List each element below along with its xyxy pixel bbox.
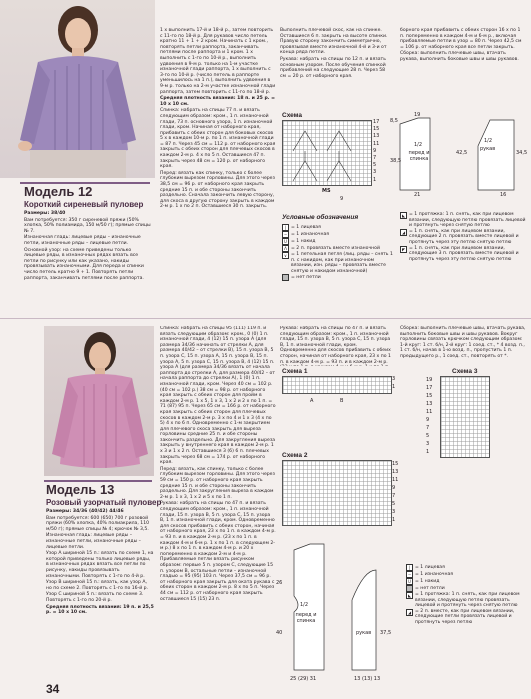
model13-photo <box>44 326 154 476</box>
model12-size: Размеры: 38/40 <box>24 211 66 216</box>
pattern13-dim: 26 <box>276 580 283 586</box>
model13-density: Средняя плотность вязания: 19 п. и 25,5 р. = 10 х 10 см. <box>46 604 154 616</box>
pattern12-dim: 8,5 <box>390 118 398 124</box>
schema12-row: 3 <box>373 169 377 176</box>
model13-pattern-a: Узор А шириной 15 п.: вязать по схеме 1, на которой приведены только лицевые ряды, в изнаночных рядах вязать все петли по рисунку, накиды провязывать изнаночными. Повторять с 1-го по 4-й р. <box>46 551 154 579</box>
schema13-2-row: 15 <box>392 461 399 467</box>
legend-text: = 2 п. провязать вместе изнаночной <box>291 246 380 251</box>
model12-title: Модель 12 <box>24 184 93 199</box>
legend-symbol: ∨ <box>282 252 289 259</box>
schema13-2-grid <box>282 460 392 526</box>
schema12-row: 1 <box>373 176 377 183</box>
legend12-right-list <box>400 212 526 262</box>
legend13-item <box>406 578 526 585</box>
legend12-item <box>400 212 526 229</box>
legend12-item <box>282 274 396 281</box>
legend12-item <box>282 252 396 274</box>
pattern12-dim: 42,5 <box>456 150 468 156</box>
legend13-item <box>406 592 526 609</box>
schema13-3-row: 11 <box>426 409 433 415</box>
model12-specs <box>24 211 152 282</box>
model12-col3-top: Выполнить плечевой скос, как на спинке. Оставшиеся 6 п. закрыть на высоте спинки. Правую сторону закончить симметрично, провязывая вместе изнаночной 4-й и 3-и от конца ряда петли. <box>280 28 388 56</box>
legend-symbol <box>282 274 289 281</box>
model12-assembly: Сборка: выполнить плечевые швы, втачать рукава, выполнить боковые швы и швы рукавов. <box>400 51 519 62</box>
schema12-row-numbers <box>373 119 387 184</box>
model13-col4 <box>400 326 526 361</box>
model13-purl: Изнаночная гладь: лицевые ряды – изнаночные петли, изнаночные ряды – лицевые петли. <box>46 533 141 550</box>
schema13-3-grid <box>440 376 490 458</box>
pattern12-dim: 21 <box>414 192 421 198</box>
model12-density: Средняя плотность вязания: 18 п. и 25 р. = 10 х 10 см. <box>160 96 275 107</box>
schema13-3-row: 5 <box>426 433 430 439</box>
schema13-1-arrow-a: A <box>310 398 314 404</box>
legend-text: = 1 лицевая <box>291 225 321 230</box>
legend-symbol: | <box>282 224 289 231</box>
schema13-2-row: 1 <box>392 517 396 523</box>
legend12-list <box>282 224 396 281</box>
schema13-2-row: 11 <box>392 477 399 483</box>
schema12-row: 17 <box>373 119 380 125</box>
legend-symbol: U <box>406 578 413 585</box>
schema13-3-rows <box>426 376 432 456</box>
pattern12-dim: 16 <box>500 192 507 198</box>
schema13-2-row: 7 <box>392 493 396 499</box>
legend13-item <box>406 571 526 578</box>
model13-size: Размеры: 34/36 (40/42) 44/46 <box>46 509 124 514</box>
legend12-title: Условные обозначения <box>282 214 359 221</box>
schema12-label: Схема <box>282 112 303 119</box>
legend-text: = 1 изнаночная <box>415 572 454 577</box>
model13-pattern-c: Узор C шириной 5 п.: вязать по схеме 3. Повторять с 1-го по 20-й р. <box>46 592 144 603</box>
model12-col3 <box>280 28 392 80</box>
model13-subtitle: Розовый узорчатый пуловер <box>46 498 162 507</box>
pattern12-front-label: перед и спинка <box>408 150 430 162</box>
model13-col3 <box>280 326 392 366</box>
pattern12-sleeve-label: рукав <box>480 146 496 152</box>
pattern12-sleeve-half: 1/2 <box>484 138 493 144</box>
schema13-3-row: 17 <box>426 385 433 391</box>
legend13-item <box>406 609 526 626</box>
legend12-item <box>282 231 396 238</box>
pattern13-sleeve-bottom: 13 (13) 13 <box>354 676 381 682</box>
schema13-2-label: Схема 2 <box>282 452 308 459</box>
model12-photo <box>0 0 155 178</box>
legend12-item <box>282 238 396 245</box>
schema13-3-row: 7 <box>426 425 430 431</box>
legend-symbol: ◢ <box>401 229 406 235</box>
legend-text: = нет петли <box>415 586 445 591</box>
model13-materials: Вам потребуется: 600 (650) 700 г розовой пряжи (60% хлопка, 40% полиакрила, 110 м/50 г); прямые спицы № 4; крючок № 3,5. <box>46 515 150 532</box>
pattern13-bottom-dims: 25 (29) 31 <box>290 676 317 682</box>
model12-sleeve: Рукава: набрать на спицы по 12 п. и вязать основным узором. После обучения спинкой прибавлений на следующие 28 п. Через 58 см = 20 р. от наборного края. <box>280 56 386 79</box>
legend-symbol: ◢ <box>407 609 412 615</box>
schema13-1-arrow-b: B <box>340 398 344 404</box>
model13-col2 <box>160 326 276 696</box>
model12-subtitle: Короткий сиреневый пуловер <box>24 200 144 209</box>
model13-front: Перед: вязать, как спинку, только с более глубоким вырезом горловины. Для этого через 59 см = 150 р. от наборного края закрыть средние 15 п. и обе стороны закончить раздельно. Для закругления выреза в каждом 2-м р. 1 х 3, 1 х 2 и 5 х по 1 п. <box>160 466 275 500</box>
schema12-grid <box>282 120 372 186</box>
legend12-item <box>400 246 526 263</box>
section-divider <box>0 318 531 319</box>
schema12-row: 15 <box>373 126 380 133</box>
model12-purl: Изнаночная гладь: лицевые ряды – изнаночные петли, изнаночные ряды – лицевые петли. <box>24 235 141 246</box>
model13-back: Спинка: набрать на спицы 95 (111) 119 п. и вязать следующим образом: кром., 0 (0) 1 п. изнаночной глади, 4 (12) 15 п. узора А (для размера 34/36 начинать от стрелки А, для размера 40/42 – от стрелки B), 15 п. узора B, 5 п. узора C, 15 п. узора A, 15 п. узора B, 15 п. узора A, 5 п. узора C, 15 п. узора B, 4 (12) 15 п. узора А (для размера 34/36 вязать от начала раппорта до стрелки A, для размера 40/42 – от начала раппорта до стрелки A), 1 (0) 1 п. изнаночной глади, кром. Через 40 см = 102 р. (40 см = 102 р.) 38 см = 98 р. от наборного края закрыть с обеих сторон для пройм в каждом 2-м р. 1 х 5, 1 х 3, 1 х 2 и 2 х по 1 п. = 71 (87) 95 п. Через 65 см = 166 р. от наборного края закрыть с обеих сторон для плечевых скосов в каждом 2-м р. 3 х по 4 и 1 х 3 (4 х по 5) 4 х по 6 п. Одновременно с 1-м закрытием для плечевого скоса закрыть для выреза горловины средние 25 п. и обе стороны закончить раздельно. Для закругления выреза закрыть у внутреннего края в каждом 2-м р. 1 х 3 и 1 х 2 п. Оставшиеся 3 (6) 6 п. плечевых закрыть через 68 см = 174 р. от наборного края. <box>160 326 276 466</box>
schema13-2-row: 5 <box>392 501 396 507</box>
legend-symbol: ◤ <box>401 246 406 252</box>
model12-illustration <box>0 0 155 178</box>
schema13-2-row: 13 <box>392 469 399 475</box>
legend-symbol: − <box>407 572 412 577</box>
legend12-item <box>282 245 396 252</box>
schema13-1-label: Схема 1 <box>282 368 308 375</box>
model13-sleeves: Рукава: набрать на спицы по 47 п. и вязать следующим образом: кром., 1 п. изнаночной глади, 15 п. узора B, 5 п. узора C, 15 п. узора B, 1 п. изнаночной глади, кром. Одновременно для скосов прибавить с обеих сторон, начиная от наборного края, 23 х по 1 п. в каждом 4-м р. = 93 п. и в каждом 2-м р. (23 х по 1 п. в каждом 4-м и 6-м р. 1 х по 1 п. в следующем 2-м р.) 8 х по 1 п. в каждом 4-м р. и 20 х попеременно в каждом 2-м и 4-м р. Прибавляемые петли вязать рисунком образом: первые 5 п. узором C, следующие 15 п. узором B, остальные петли – изнаночной гладью = 95 (95) 103 п. Через 37,5 см = 96 р. от наборного края закрыть для оката рукава с обеих сторон в каждом 2-м р. 8 х по 5 п. Через 44 см = 112 р. от наборного края закрыть оставшиеся 15 (15) 23 п. <box>160 501 276 602</box>
legend12-item <box>282 224 396 231</box>
model12-col2-top: 1 х выполнить 17-й и 18-й р., затем повторить с 11-го по 18-й р. Для рукавов число петель кратно 11 + 1 + 2 кром. Начинать с 1 кром., повторять петли раппорта, заканчивать петлями после раппорта и 1 кром. 1 х выполнить с 1-го по 10-й р., выполнить удвоения в 9-м р. только на 1-м участке изнаночной глади раппорта, 1 х выполнить с 3-го по 10-й р. (число петель в раппорте уменьшилось на 1 п.), выполнить удвоения в 9-м р. только на 2-м участке изнаночной глади раппорта, затем повторить с 11-го по 18-й р. <box>160 28 276 95</box>
schema13-3-row: 15 <box>426 393 433 399</box>
legend-symbol <box>406 585 413 592</box>
model12-materials: Вам потребуется: 350 г сиреневой пряжи (50% хлопка, 50% полиамида, 150 м/50 г); прямые спицы № 7. <box>24 217 151 234</box>
legend-text: = 1 изнаночная <box>291 232 330 237</box>
schema13-3-row: 13 <box>426 401 433 407</box>
pattern13-dim: 37,5 <box>380 630 392 636</box>
legend-text: = 1 накид <box>291 239 316 244</box>
legend-symbol: ◣ <box>407 593 412 598</box>
schema13-3-label: Схема 3 <box>452 368 478 375</box>
legend-symbol: | <box>406 564 413 571</box>
schema13-2-row: 3 <box>392 509 396 515</box>
legend-symbol: ◣ <box>401 213 406 218</box>
model13-pattern-b: Узор B шириной 15 п.: вязать, как узор А, но по схеме 2. Повторять с 1-го по 16-й р. <box>46 580 149 591</box>
model13-sleeves-cont: Рукава: набрать на спицы по 47 п. и вязать следующим образом: кром., 1 п. изнаночной глади, 15 п. узора B, 5 п. узора C, 15 п. узора B, 1 п. изнаночной глади, кром. Одновременно для скосов прибавить с обеих сторон, начиная от наборного края, 23 х по 1 п. в каждом 4-м р. = 93 п. и в каждом 2-м р. <box>280 326 391 365</box>
legend-text: = 1 протяжка: 1 п. снять, как при лицевом вязании, следующую петлю провязать лицевой и протянуть через снятую петлю <box>415 592 520 609</box>
model13-assembly: Сборка: выполнить плечевые швы, втачать рукава, выполнить боковые швы и швы рукавов. Вокруг горловины связать крючком следующим образом: 1-й круг: 1 ст. б/н, 2-й круг: 1 соед. ст., * 4 возд. п., 1 ст. б/н, начав в 1-ю возд. п., пропустить 1 п. предыдущего р., 1 соед. ст., повторять от *. <box>400 326 526 359</box>
legend13-item <box>406 564 526 571</box>
schema13-1-grid <box>282 376 392 394</box>
schema12-row: 11 <box>373 140 380 147</box>
legend-text: = 1 п. снять, как при лицевом вязании, следующие 3 п. провязать вместе лицевой и протянуть через эту петлю снятую петлю <box>409 245 519 262</box>
schema12-row: 9 <box>373 147 377 154</box>
pattern13-front-label: перед и спинка <box>295 612 317 624</box>
model13-illustration <box>44 326 154 476</box>
schema13-3-row: 3 <box>426 441 430 447</box>
legend-text: = нет петли <box>291 275 321 281</box>
legend13-item <box>406 585 526 592</box>
legend-text: = 2 п. вместе, как при лицевом вязании, следующие петли провязать лицевой и протянуть через петлю <box>415 608 515 625</box>
legend-symbol: U <box>282 238 289 245</box>
schema13-1-row: 3 <box>392 376 396 382</box>
pattern12-dim: 38,5 <box>390 158 402 164</box>
pattern13-front-shape <box>294 544 324 670</box>
schema13-3-row: 19 <box>426 377 433 383</box>
legend12-item <box>400 229 526 246</box>
model12-col4-top: борного края прибавить с обеих сторон 16 х по 1 п. попеременно в каждом 4-м и 6-м р., включая прибавляемые петли в узор = 80 п. Через 42,5 см = 106 р. от наборного края все петли закрыть. <box>400 28 522 50</box>
legend-text: = 1 протяжка: 1 п. снять, как при лицевом вязании, следующую петлю провязать лицевой и протянуть через снятую петлю <box>409 212 526 229</box>
legend-text: = 1 петельная петля (лиц. ряды – снять 1 п. с накидом, как при изнаночном вязании, изн. ряды – провязать вместе снятую и накидом изнаночной) <box>291 252 393 274</box>
schema13-3-row: 9 <box>426 417 430 423</box>
model12-col2 <box>160 28 276 211</box>
model12-col4 <box>400 28 524 64</box>
schema12-row: 5 <box>373 162 377 169</box>
pattern13-dim: 40 <box>276 630 283 636</box>
legend-text: = 1 накид <box>415 579 440 584</box>
pattern12-dim: 19 <box>414 112 421 118</box>
pattern12-sleeve-shape <box>478 120 514 190</box>
schema13-1-row: 1 <box>392 384 396 390</box>
pattern13-sleeve-shape <box>352 570 376 670</box>
legend-symbol: − <box>283 232 288 237</box>
model13-title: Модель 13 <box>46 482 115 497</box>
pattern12-dim: 34,5 <box>516 150 528 156</box>
page-number: 34 <box>46 682 60 696</box>
schema13-2-row: 9 <box>392 485 396 491</box>
model12-main-pattern: Основной узор: на схеме приведены только лицевые ряды, в изнаночных рядах вязать все петли по рисунку или как указано, накиды провязывать изнаночными. Для переда и спинки число петель кратно 9 + 1. Повторять петли раппорта, заканчивать петлями после раппорта. <box>24 247 144 281</box>
model12-back: Спинка: набрать на спицы 77 п. и вязать следующим образом: кром., 1 п. изнаночной глади, 73 п. основного узора, 1 п. изнаночной глади, кром. Начиная от наборного края, прибавить с обеих сторон для боковых скосов 5 х в каждом 10-м р. по 1 п. изнаночной глади = 87 п. Через 45 см = 112 р. от наборного края закрыть с обеих сторон для плечевых скосов в каждом 2-м р. 4 х по 5 п. Оставшиеся 47 п. закрыть через 48 см = 120 р. от наборного края. <box>160 108 276 170</box>
schema12-symbols <box>283 121 371 185</box>
schema12-repeat: 9 <box>340 196 344 202</box>
schema12-row: 7 <box>373 155 377 162</box>
pattern13-front-half: 1/2 <box>300 602 309 608</box>
legend13-list <box>406 564 526 626</box>
schema13-2-rows <box>392 460 398 524</box>
pattern13-sleeve-label: рукав <box>356 630 372 636</box>
schema12-ms-label: MS <box>322 188 331 194</box>
schema12-row: 13 <box>373 133 380 140</box>
schema13-3-row: 1 <box>426 449 430 455</box>
legend-text: = 1 лицевая <box>415 565 445 570</box>
model13-specs <box>46 509 154 617</box>
legend-symbol: Λ <box>282 245 289 252</box>
pattern12-front-half: 1/2 <box>414 142 423 148</box>
model12-front: Перед: вязать как спинку, только с более глубоким вырезом горловины. Для этого через 38,5 см = 96 р. от наборного края закрыть средние 15 п. и обе стороны закончить раздельно. Сначала закончить левую сторону, для скоса в другую сторону закрыть в каждом 2-м р. 1 х по 2 п. Оставшиеся 30 п. закрыть. <box>160 170 275 210</box>
legend-text: = 1 п. снять, как при лицевом вязании, следующие 2 п. провязать вместе лицевой и протянуть через эту петлю снятую петлю <box>409 228 519 245</box>
